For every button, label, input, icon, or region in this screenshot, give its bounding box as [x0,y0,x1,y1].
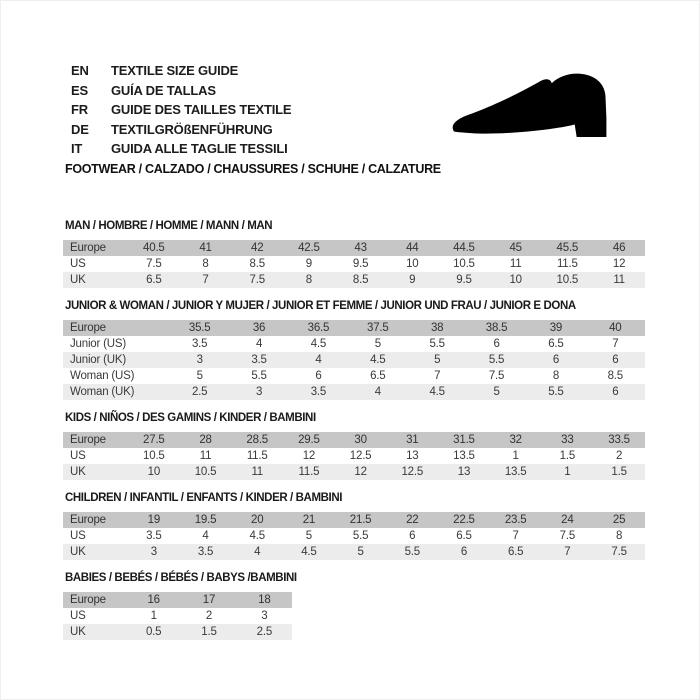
size-value-cell: 6 [386,528,438,544]
size-value-cell: 4.5 [289,336,348,352]
category-heading: FOOTWEAR / CALZADO / CHAUSSURES / SCHUHE / CALZATURE [65,162,441,176]
size-value-cell: 4 [231,544,283,560]
row-label: UK [63,544,128,560]
size-value-cell: 4 [289,352,348,368]
size-value-cell: 16 [126,592,181,608]
size-value-cell: 11 [593,272,645,288]
size-value-cell: 24 [542,512,594,528]
size-value-cell: 9.5 [438,272,490,288]
size-value-cell: 5 [283,528,335,544]
size-value-cell: 1 [542,464,594,480]
language-title: GUIDE DES TAILLES TEXTILE [111,102,292,117]
size-value-cell: 10.5 [180,464,232,480]
row-label: Europe [63,240,128,256]
size-value-cell: 22 [386,512,438,528]
table-row [63,624,292,640]
size-value-cell: 27.5 [128,432,180,448]
language-title: GUIDA ALLE TAGLIE TESSILI [111,141,288,156]
language-code: DE [71,121,89,137]
section-title: KIDS / NIÑOS / DES GAMINS / KINDER / BAMBINI [65,412,316,424]
size-value-cell: 43 [335,240,387,256]
size-value-cell: 8 [283,272,335,288]
language-row [71,100,291,120]
size-value-cell: 1.5 [593,464,645,480]
size-value-cell: 4 [348,384,407,400]
size-value-cell: 9 [283,256,335,272]
size-value-cell: 2 [181,608,236,624]
language-code: FR [71,102,88,117]
row-label: Europe [63,320,170,336]
table-row [63,368,645,384]
row-label: Junior (US) [63,336,170,352]
size-value-cell: 33 [542,432,594,448]
table-row [63,528,645,544]
size-value-cell: 8 [526,368,585,384]
size-value-cell: 33.5 [593,432,645,448]
size-value-cell: 25 [593,512,645,528]
size-value-cell: 5 [408,352,467,368]
table-row [63,240,645,256]
size-value-cell: 4 [229,336,288,352]
size-value-cell: 5 [335,544,387,560]
size-value-cell: 2 [593,448,645,464]
language-title: GUÍA DE TALLAS [111,82,216,98]
size-tables [63,220,663,652]
language-row [71,120,291,140]
size-value-cell: 2.5 [170,384,229,400]
row-label: UK [63,624,126,640]
size-value-cell: 12 [335,464,387,480]
language-code: IT [71,141,83,156]
size-value-cell: 6.5 [438,528,490,544]
size-value-cell: 11.5 [231,448,283,464]
size-value-cell: 7.5 [467,368,526,384]
size-value-cell: 38 [408,320,467,336]
size-value-cell: 7.5 [542,528,594,544]
size-value-cell: 31.5 [438,432,490,448]
size-value-cell: 3.5 [180,544,232,560]
size-value-cell: 10 [128,464,180,480]
size-value-cell: 5.5 [229,368,288,384]
table-row [63,320,645,336]
size-value-cell: 7.5 [231,272,283,288]
size-value-cell: 3 [237,608,292,624]
size-value-cell: 10.5 [128,448,180,464]
size-value-cell: 19.5 [180,512,232,528]
size-value-cell: 6 [526,352,585,368]
language-code: EN [71,63,89,78]
size-value-cell: 40.5 [128,240,180,256]
size-value-cell: 17 [181,592,236,608]
size-value-cell: 32 [490,432,542,448]
size-value-cell: 5 [467,384,526,400]
size-value-cell: 7 [542,544,594,560]
size-value-cell: 41 [180,240,232,256]
table-row [63,608,292,624]
table-row [63,544,645,560]
size-table [63,592,292,640]
size-value-cell: 10.5 [438,256,490,272]
size-value-cell: 3.5 [128,528,180,544]
size-value-cell: 11 [180,448,232,464]
table-row [63,256,645,272]
size-value-cell: 1 [490,448,542,464]
table-row [63,432,645,448]
size-value-cell: 3 [229,384,288,400]
size-value-cell: 7 [180,272,232,288]
size-value-cell: 5.5 [386,544,438,560]
size-value-cell: 13 [386,448,438,464]
row-label: Junior (UK) [63,352,170,368]
size-value-cell: 8.5 [231,256,283,272]
size-value-cell: 4.5 [231,528,283,544]
size-table-section [63,220,663,288]
size-value-cell: 10 [490,272,542,288]
size-value-cell: 6.5 [490,544,542,560]
size-value-cell: 36.5 [289,320,348,336]
size-value-cell: 12.5 [386,464,438,480]
size-value-cell: 9.5 [335,256,387,272]
size-value-cell: 1.5 [181,624,236,640]
section-title: MAN / HOMBRE / HOMME / MANN / MAN [65,220,273,232]
size-value-cell: 4 [180,528,232,544]
size-value-cell: 11 [231,464,283,480]
row-label: UK [63,464,128,480]
size-value-cell: 5 [170,368,229,384]
size-value-cell: 28 [180,432,232,448]
language-title: TEXTILE SIZE GUIDE [111,63,239,78]
size-value-cell: 7 [408,368,467,384]
size-value-cell: 46 [593,240,645,256]
size-table [63,320,645,400]
size-value-cell: 39 [526,320,585,336]
size-value-cell: 11 [490,256,542,272]
size-value-cell: 3 [128,544,180,560]
size-value-cell: 40 [586,320,645,336]
size-table [63,432,645,480]
size-table [63,240,645,288]
size-value-cell: 1 [126,608,181,624]
size-value-cell: 5.5 [335,528,387,544]
size-value-cell: 6 [586,352,645,368]
size-value-cell: 12 [283,448,335,464]
table-row [63,272,645,288]
size-value-cell: 11.5 [542,256,594,272]
size-value-cell: 9 [386,272,438,288]
size-value-cell: 21.5 [335,512,387,528]
section-title: JUNIOR & WOMAN / JUNIOR Y MUJER / JUNIOR ET FEMME / JUNIOR UND FRAU / JUNIOR E DONA [65,300,576,312]
size-value-cell: 1.5 [542,448,594,464]
size-value-cell: 22.5 [438,512,490,528]
row-label: UK [63,272,128,288]
size-value-cell: 7 [490,528,542,544]
language-title: TEXTILGRÖßENFÜHRUNG [111,121,273,137]
size-value-cell: 12.5 [335,448,387,464]
size-value-cell: 4.5 [348,352,407,368]
size-value-cell: 6 [467,336,526,352]
size-value-cell: 5 [348,336,407,352]
size-table-section [63,492,663,560]
size-value-cell: 3.5 [170,336,229,352]
size-value-cell: 8.5 [335,272,387,288]
size-value-cell: 20 [231,512,283,528]
size-value-cell: 6 [586,384,645,400]
language-code: ES [71,82,88,98]
size-value-cell: 44.5 [438,240,490,256]
size-value-cell: 13.5 [490,464,542,480]
size-value-cell: 29.5 [283,432,335,448]
table-row [63,352,645,368]
table-row [63,336,645,352]
size-value-cell: 8.5 [586,368,645,384]
size-value-cell: 19 [128,512,180,528]
table-row [63,448,645,464]
size-table [63,512,645,560]
size-value-cell: 7.5 [128,256,180,272]
row-label: US [63,256,128,272]
row-label: Woman (US) [63,368,170,384]
size-value-cell: 42 [231,240,283,256]
size-value-cell: 7 [586,336,645,352]
row-label: US [63,448,128,464]
size-value-cell: 5.5 [408,336,467,352]
size-value-cell: 13 [438,464,490,480]
size-value-cell: 18 [237,592,292,608]
size-value-cell: 35.5 [170,320,229,336]
size-value-cell: 11.5 [283,464,335,480]
size-value-cell: 44 [386,240,438,256]
size-value-cell: 3.5 [289,384,348,400]
table-row [63,592,292,608]
size-value-cell: 23.5 [490,512,542,528]
size-value-cell: 21 [283,512,335,528]
section-title: BABIES / BEBÉS / BÉBÉS / BABYS /BAMBINI [65,572,297,584]
size-value-cell: 8 [180,256,232,272]
section-title: CHILDREN / INFANTIL / ENFANTS / KINDER / BAMBINI [65,492,343,504]
size-value-cell: 45 [490,240,542,256]
row-label: US [63,528,128,544]
row-label: Europe [63,512,128,528]
size-value-cell: 37.5 [348,320,407,336]
size-value-cell: 42.5 [283,240,335,256]
size-value-cell: 31 [386,432,438,448]
size-value-cell: 6 [438,544,490,560]
size-value-cell: 28.5 [231,432,283,448]
size-value-cell: 10 [386,256,438,272]
size-value-cell: 4.5 [408,384,467,400]
size-value-cell: 6.5 [128,272,180,288]
language-header [71,61,291,159]
language-row [71,61,291,81]
size-value-cell: 4.5 [283,544,335,560]
size-value-cell: 0.5 [126,624,181,640]
size-value-cell: 45.5 [542,240,594,256]
size-value-cell: 30 [335,432,387,448]
row-label: US [63,608,126,624]
size-value-cell: 36 [229,320,288,336]
table-row [63,464,645,480]
size-value-cell: 5.5 [467,352,526,368]
dress-shoe-icon [448,71,640,153]
size-value-cell: 8 [593,528,645,544]
language-row [71,81,291,101]
size-value-cell: 10.5 [542,272,594,288]
size-value-cell: 5.5 [526,384,585,400]
size-table-section [63,412,663,480]
size-table-section [63,300,663,400]
row-label: Woman (UK) [63,384,170,400]
language-row [71,139,291,159]
size-value-cell: 6 [289,368,348,384]
size-value-cell: 3 [170,352,229,368]
size-value-cell: 7.5 [593,544,645,560]
size-value-cell: 12 [593,256,645,272]
size-value-cell: 6.5 [348,368,407,384]
size-table-section [63,572,663,640]
size-value-cell: 2.5 [237,624,292,640]
table-row [63,384,645,400]
size-value-cell: 13.5 [438,448,490,464]
row-label: Europe [63,432,128,448]
table-row [63,512,645,528]
size-value-cell: 3.5 [229,352,288,368]
row-label: Europe [63,592,126,608]
size-value-cell: 38.5 [467,320,526,336]
size-value-cell: 6.5 [526,336,585,352]
